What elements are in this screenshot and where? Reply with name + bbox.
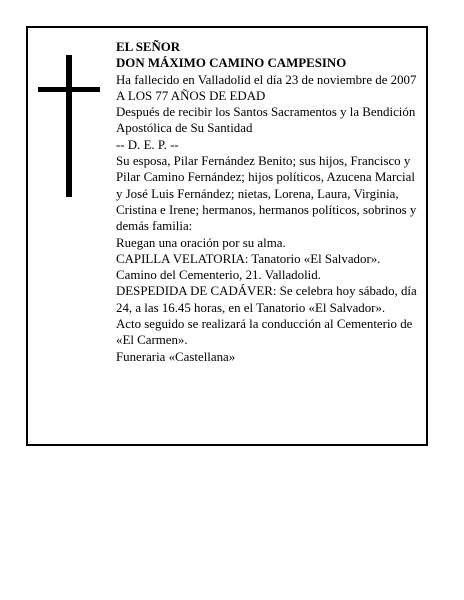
cross-horizontal-bar (38, 87, 100, 92)
obituary-notice (26, 26, 428, 446)
age-notice: A LOS 77 AÑOS DE EDAD (116, 88, 266, 103)
sacraments-notice: Después de recibir los Santos Sacramentos y la Bendición Apostólica de Su Santidad (116, 105, 416, 136)
prayer-request: Ruegan una oración por su alma. (116, 235, 286, 250)
chapel-notice: CAPILLA VELATORIA: Tanatorio «El Salvador». (116, 251, 381, 266)
notice-title-line1: EL SEÑOR (116, 40, 181, 54)
cross-vertical-bar (66, 55, 72, 197)
deceased-name: DON MÁXIMO CAMINO CAMPESINO (116, 56, 347, 71)
procession-notice: Acto seguido se realizará la conducción al Cementerio de «El Carmen». (116, 317, 413, 348)
farewell-notice: DESPEDIDA DE CADÁVER: Se celebra hoy sábado, día 24, a las 16.45 horas, en el Tanatorio «El Salvador». (116, 284, 417, 315)
chapel-address: Camino del Cementerio, 21. Valladolid. (116, 268, 321, 283)
funeral-home: Funeraria «Castellana» (116, 349, 236, 364)
family-notice: Su esposa, Pilar Fernández Benito; sus hijos, Francisco y Pilar Camino Fernández; hijos políticos, Azucena Marcial y José Luis Fernández; nietas, Lorena, Laura, Virginia, Cristina e Irene; hermanos, hermanos políticos, sobrinos y demás familia: (116, 154, 417, 234)
rip-notice: -- D. E. P. -- (116, 137, 179, 152)
death-notice: Ha fallecido en Valladolid el día 23 de noviembre de 2007 (116, 72, 417, 87)
notice-text (116, 39, 424, 365)
